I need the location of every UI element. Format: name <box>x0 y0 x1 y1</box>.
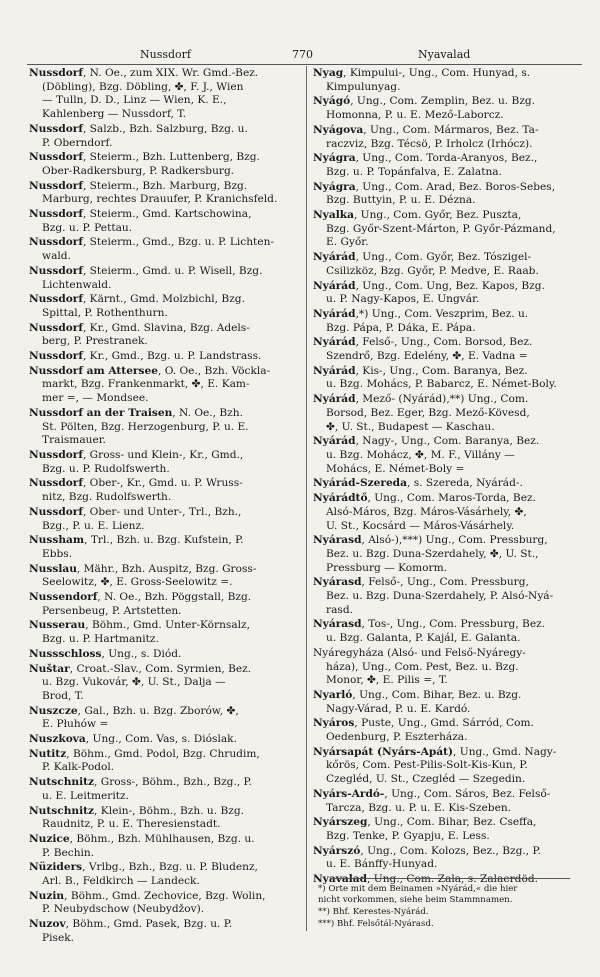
entry-continuation-line: rasd. <box>326 603 353 616</box>
gazetteer-entry <box>29 805 301 832</box>
entry-continuation-line: u. Bzg. Mohács, P. Babarcz, E. Német-Boly. <box>326 378 557 391</box>
entry-continuation-line: Bez. u. Bzg. Duna-Szerdahely, P. Alsó-Nyá- <box>326 590 554 603</box>
entry-continuation-line: Bzg. Buttyin, P. u. E. Dézna. <box>326 194 476 207</box>
gazetteer-entry <box>29 151 301 178</box>
entry-continuation-line: Bzg. Tenke, P. Gyapju, E. Less. <box>326 829 490 842</box>
entry-continuation-line: (Döbling), Bzg. Döbling, ✤, F. J., Wien <box>42 80 244 93</box>
entry-first-line: Nussschloss, Ung., s. Diód. <box>29 647 182 660</box>
entry-first-line: Nyag, Kimpului-, Ung., Com. Hunyad, s. <box>313 67 531 79</box>
entry-first-line: Nutitz, Böhm., Gmd. Podol, Bzg. Chrudim, <box>29 747 260 760</box>
entry-continuation-line: St. Pölten, Bzg. Herzogenburg, P. u. E. <box>42 420 249 433</box>
gazetteer-entry <box>313 477 583 491</box>
footnote-line: ***) Bhf. Felsőtál-Nyárasd. <box>318 919 434 929</box>
entry-first-line: Nyárasd, Tos-, Ung., Com. Pressburg, Bez. <box>313 618 546 631</box>
entry-continuation-line: raczviz, Bzg. Técsö, P. Irholcz (Irhócz). <box>326 137 533 150</box>
gazetteer-entry <box>29 123 301 150</box>
entry-continuation-line: Lichtenwald. <box>42 278 112 291</box>
entry-continuation-line: Tarcza, Bzg. u. P. u. E. Kis-Szeben. <box>326 801 512 814</box>
gazetteer-entry <box>313 209 583 250</box>
entry-first-line: Nyáregyháza (Alsó- und Felső-Nyáregy- <box>313 646 526 659</box>
gazetteer-entry <box>29 67 301 122</box>
entry-continuation-line: P. Oberndorf. <box>42 136 113 149</box>
entry-continuation-line: Kahlenberg — Nussdorf, T. <box>42 108 187 121</box>
entry-continuation-line: Arl. B., Feldkirch — Landeck. <box>42 875 200 888</box>
gazetteer-entry <box>313 816 583 843</box>
entry-continuation-line: Csilizköz, Bzg. Győr, P. Medve, E. Raab. <box>326 264 539 277</box>
entry-first-line: Nyárszó, Ung., Com. Kolozs, Bez., Bzg., P. <box>313 844 541 857</box>
entry-first-line: Nyárád, Nagy-, Ung., Com. Baranya, Bez. <box>313 435 540 448</box>
gazetteer-entry <box>29 890 301 917</box>
entry-first-line: Nussdorf, Salzb., Bzh. Salzburg, Bzg. u. <box>29 122 248 135</box>
entry-continuation-line: wald. <box>42 250 71 263</box>
gazetteer-entry <box>313 251 583 278</box>
gazetteer-entry <box>29 365 301 406</box>
entry-continuation-line: u. P. Nagy-Kapos, E. Ungvár. <box>326 293 480 306</box>
entry-continuation-line: Seelowitz, ✤, E. Gross-Seelowitz =. <box>42 576 233 589</box>
gazetteer-entry <box>29 861 301 888</box>
entry-continuation-line: Nagy-Várad, P. u. E. Kardó. <box>326 702 471 715</box>
entry-first-line: Nuszkova, Ung., Com. Vas, s. Dióslak. <box>29 733 237 746</box>
entry-first-line: Nuzice, Böhm., Bzh. Mühlhausen, Bzg. u. <box>29 832 255 845</box>
entry-continuation-line: Persenbeug, P. Artstetten. <box>42 604 182 617</box>
entry-continuation-line: Bzg. u. P. Hartmanitz. <box>42 633 159 646</box>
entry-first-line: Nuštar, Croat.-Slav., Com. Syrmien, Bez. <box>29 662 252 675</box>
gazetteer-entry <box>29 591 301 618</box>
entry-first-line: Nutschnitz, Klein-, Böhm., Bzh. u. Bzg. <box>29 804 245 817</box>
entry-continuation-line: E. Płuhów = <box>42 718 109 731</box>
entry-first-line: Nyárád, Kis-, Ung., Com. Baranya, Bez. <box>313 364 528 377</box>
entry-continuation-line: Mohács, E. Német-Boly = <box>326 462 465 475</box>
entry-first-line: Nyágova, Ung., Com. Mármaros, Bez. Ta- <box>313 123 539 136</box>
entry-continuation-line: Pisek. <box>42 931 75 944</box>
entry-continuation-line: u. Bzg. Vukovár, ✤, U. St., Dalja — <box>42 676 226 689</box>
entry-continuation-line: Bzg. Győr-Szent-Márton, P. Győr-Pázmand, <box>326 222 556 235</box>
header-left-word: Nussdorf <box>140 48 191 61</box>
gazetteer-entry <box>313 788 583 815</box>
page-number: 770 <box>292 48 313 61</box>
entry-continuation-line: kőrös, Com. Pest-Pilis-Solt-Kis-Kun, P. <box>326 759 528 772</box>
entry-continuation-line: u. Bzg. Mohácz, ✤, M. F., Villány — <box>326 448 515 461</box>
gazetteer-entry <box>29 477 301 504</box>
entry-continuation-line: E. Győr. <box>326 236 369 249</box>
entry-first-line: Nyárasd, Alsó-),***) Ung., Com. Pressburg, <box>313 534 548 547</box>
entry-first-line: Nussdorf, Kärnt., Gmd. Molzbichl, Bzg. <box>29 293 245 306</box>
entry-first-line: Nyárád, Mező- (Nyárád),**) Ung., Com. <box>313 393 529 406</box>
entry-continuation-line: Traismauer. <box>42 434 106 447</box>
entry-continuation-line: Czegléd, U. St., Czegléd — Szegedin. <box>326 773 526 786</box>
entry-first-line: Nyalka, Ung., Com. Győr, Bez. Puszta, <box>313 209 522 222</box>
entry-first-line: Nussendorf, N. Oe., Bzh. Pöggstall, Bzg. <box>29 591 252 604</box>
gazetteer-entry <box>29 449 301 476</box>
entry-continuation-line: Raudnitz, P. u. E. Theresienstadt. <box>42 818 221 831</box>
gazetteer-entry <box>313 492 583 533</box>
entry-continuation-line: Bez. u. Bzg. Duna-Szerdahely, ✤, U. St., <box>326 547 539 560</box>
footnote-line: *) Orte mit dem Beinamen »Nyárád,« die hier <box>318 884 518 894</box>
gazetteer-entry <box>29 733 301 747</box>
entry-continuation-line: Spittal, P. Rothenthurn. <box>42 306 168 319</box>
entry-continuation-line: Bzg. u. P. Topánfalva, E. Zalatna. <box>326 165 502 178</box>
entry-first-line: Nussdorf, Steierm., Bzh. Marburg, Bzg. <box>29 179 248 192</box>
gazetteer-entry <box>29 534 301 561</box>
entry-continuation-line: ✤, U. St., Budapest — Kaschau. <box>326 420 495 433</box>
entry-first-line: Nussdorf, Kr., Gmd. Slavina, Bzg. Adels- <box>29 321 250 334</box>
entry-continuation-line: P. Bechin. <box>42 846 95 859</box>
entry-continuation-line: markt, Bzg. Frankenmarkt, ✤, E. Kam- <box>42 378 250 391</box>
left-column <box>29 67 301 947</box>
entry-first-line: Nussdorf, N. Oe., zum XIX. Wr. Gmd.-Bez. <box>29 67 259 79</box>
entry-continuation-line: P. Kalk-Podol. <box>42 761 115 774</box>
entry-first-line: Nyárád, Ung., Com. Győr, Bez. Tószigel- <box>313 251 532 264</box>
column-divider <box>306 66 307 931</box>
entry-first-line: Nyáros, Puste, Ung., Gmd. Sárród, Com. <box>313 717 534 730</box>
gazetteer-entry <box>313 534 583 575</box>
gazetteer-entry <box>29 705 301 732</box>
gazetteer-entry <box>29 648 301 662</box>
entry-continuation-line: nitz, Bzg. Rudolfswerth. <box>42 491 172 504</box>
right-column <box>313 67 583 888</box>
entry-first-line: Nussdorf, Steierm., Gmd. u. P. Wisell, Bzg. <box>29 264 263 277</box>
entry-continuation-line: Szendrő, Bzg. Edelény, ✤, E. Vadna = <box>326 350 528 363</box>
entry-continuation-line: Bzg. Pápa, P. Dáka, E. Pápa. <box>326 321 476 334</box>
gazetteer-entry <box>313 576 583 617</box>
entry-first-line: Nyárádtő, Ung., Com. Maros-Torda, Bez. <box>313 492 536 505</box>
gazetteer-entry <box>313 717 583 744</box>
entry-first-line: Nussdorf, Steierm., Bzh. Luttenberg, Bzg. <box>29 151 260 164</box>
entry-first-line: Nussham, Trl., Bzh. u. Bzg. Kufstein, P. <box>29 534 244 547</box>
entry-continuation-line: Oedenburg, P. Eszterháza. <box>326 731 468 744</box>
footnote-line: **) Bhf. Kerestes-Nyárád. <box>318 907 429 917</box>
entry-first-line: Nyárád, Felső-, Ung., Com. Borsod, Bez. <box>313 336 533 349</box>
entry-first-line: Nyarló, Ung., Com. Bihar, Bez. u. Bzg. <box>313 688 522 701</box>
entry-first-line: Nussdorf an der Traisen, N. Oe., Bzh. <box>29 406 243 419</box>
gazetteer-entry <box>313 152 583 179</box>
gazetteer-entry <box>313 393 583 434</box>
entry-first-line: Nussdorf, Ober-, Kr., Gmd. u. P. Wruss- <box>29 477 243 490</box>
entry-continuation-line: — Tulln, D. D., Linz — Wien, K. E., <box>42 94 227 107</box>
entry-continuation-line: Homonna, P. u. E. Mező-Laborcz. <box>326 109 504 122</box>
entry-first-line: Nyárs-Ardó-, Ung., Com. Sáros, Bez. Felső- <box>313 787 551 800</box>
entry-continuation-line: Kimpulunyag. <box>326 80 401 93</box>
entry-first-line: Nussdorf, Kr., Gmd., Bzg. u. P. Landstrass. <box>29 350 262 363</box>
entry-continuation-line: Borsod, Bez. Eger, Bzg. Mező-Kövesd, <box>326 406 530 419</box>
entry-first-line: Nussdorf, Steierm., Gmd. Kartschowina, <box>29 208 252 221</box>
gazetteer-entry <box>313 308 583 335</box>
entry-first-line: Nyárasd, Felső-, Ung., Com. Pressburg, <box>313 576 529 589</box>
entry-first-line: Nyágra, Ung., Com. Torda-Aranyos, Bez., <box>313 152 538 165</box>
gazetteer-entry <box>29 322 301 349</box>
gazetteer-entry <box>313 746 583 787</box>
gazetteer-entry <box>29 833 301 860</box>
entry-first-line: Nussdorf, Gross- und Klein-, Kr., Gmd., <box>29 448 244 461</box>
gazetteer-entry <box>29 776 301 803</box>
gazetteer-entry <box>313 647 583 688</box>
entry-continuation-line: Ober-Radkersburg, P. Radkersburg. <box>42 164 235 177</box>
gazetteer-entry <box>29 236 301 263</box>
entry-first-line: Nuzov, Böhm., Gmd. Pasek, Bzg. u. P. <box>29 918 233 931</box>
gazetteer-entry <box>29 918 301 945</box>
gazetteer-entry <box>29 663 301 704</box>
header-right-word: Nyavalad <box>418 48 471 61</box>
entry-continuation-line: Alsó-Máros, Bzg. Máros-Vásárhely, ✤, <box>326 505 527 518</box>
entry-continuation-line: u. Bzg. Galanta, P. Kajál, E. Galanta. <box>326 632 521 645</box>
entry-first-line: Nusslau, Mähr., Bzh. Auspitz, Bzg. Gross- <box>29 562 257 575</box>
entry-continuation-line: Brod, T. <box>42 689 84 702</box>
header-rule <box>27 64 582 65</box>
entry-first-line: Nyágó, Ung., Com. Zemplin, Bez. u. Bzg. <box>313 95 536 108</box>
gazetteer-entry <box>313 618 583 645</box>
gazetteer-entry <box>313 95 583 122</box>
entry-continuation-line: Bzg. u. P. Rudolfswerth. <box>42 462 170 475</box>
gazetteer-entry <box>29 208 301 235</box>
entry-continuation-line: Pressburg — Komorm. <box>326 561 448 574</box>
entry-continuation-line: P. Neubydschow (Neubydžov). <box>42 903 205 916</box>
gazetteer-entry <box>313 181 583 208</box>
entry-first-line: Nyágra, Ung., Com. Arad, Bez. Boros-Sebes, <box>313 180 556 193</box>
entry-first-line: Nuzin, Böhm., Gmd. Zechovice, Bzg. Wolin, <box>29 889 266 902</box>
entry-first-line: Nuszcze, Gal., Bzh. u. Bzg. Zborów, ✤, <box>29 704 239 717</box>
gazetteer-entry <box>29 265 301 292</box>
gazetteer-entry <box>29 350 301 364</box>
entry-first-line: Nusserau, Böhm., Gmd. Unter-Körnsalz, <box>29 619 251 632</box>
entry-first-line: Nyárád-Szereda, s. Szereda, Nyárád-. <box>313 477 523 490</box>
entry-continuation-line: háza), Ung., Com. Pest, Bez. u. Bzg. <box>326 660 519 673</box>
entry-continuation-line: u. E. Leitmeritz. <box>42 789 129 802</box>
gazetteer-entry <box>29 619 301 646</box>
entry-continuation-line: berg, P. Prestranek. <box>42 335 148 348</box>
entry-first-line: Nyársapát (Nyárs-Apát), Ung., Gmd. Nagy- <box>313 745 557 758</box>
entry-continuation-line: Bzg. u. P. Pettau. <box>42 221 133 234</box>
gazetteer-entry <box>29 407 301 448</box>
entry-first-line: Nyavalad, Ung., Com. Zala, s. Zalaerdöd. <box>313 873 538 886</box>
gazetteer-entry <box>313 336 583 363</box>
gazetteer-entry <box>29 563 301 590</box>
gazetteer-entry <box>313 435 583 476</box>
entry-first-line: Nüziders, Vrlbg., Bzh., Bzg. u. P. Bludenz, <box>29 861 258 874</box>
entry-first-line: Nyárád,*) Ung., Com. Veszprim, Bez. u. <box>313 307 529 320</box>
gazetteer-entry <box>313 67 583 94</box>
entry-continuation-line: Monor, ✤, E. Pilis =, T. <box>326 674 448 687</box>
gazetteer-entry <box>313 845 583 872</box>
gazetteer-entry <box>313 124 583 151</box>
gazetteer-entry <box>313 365 583 392</box>
footnote-rule <box>330 878 570 879</box>
gazetteer-entry <box>29 293 301 320</box>
entry-first-line: Nutschnitz, Gross-, Böhm., Bzh., Bzg., P. <box>29 776 252 789</box>
gazetteer-entry <box>313 689 583 716</box>
entry-first-line: Nussdorf, Ober- und Unter-, Trl., Bzh., <box>29 505 242 518</box>
gazetteer-entry <box>29 748 301 775</box>
gazetteer-entry <box>29 506 301 533</box>
footnote-line: nicht vorkommen, siehe beim Stammnamen. <box>318 895 513 905</box>
entry-continuation-line: mer =, — Mondsee. <box>42 392 149 405</box>
entry-continuation-line: Bzg., P. u. E. Lienz. <box>42 519 145 532</box>
entry-continuation-line: Marburg, rechtes Drauufer, P. Kranichsfeld. <box>42 193 278 206</box>
entry-first-line: Nussdorf am Attersee, O. Oe., Bzh. Vöckla- <box>29 364 271 377</box>
entry-first-line: Nyárszeg, Ung., Com. Bihar, Bez. Cseffa, <box>313 816 537 829</box>
entry-continuation-line: u. E. Bánffy-Hunyad. <box>326 858 438 871</box>
gazetteer-entry <box>29 180 301 207</box>
running-header <box>0 48 600 64</box>
entry-continuation-line: Ebbs. <box>42 547 73 560</box>
entry-first-line: Nyárád, Ung., Com. Ung, Bez. Kapos, Bzg. <box>313 279 545 292</box>
entry-first-line: Nussdorf, Steierm., Gmd., Bzg. u. P. Lichten- <box>29 236 274 249</box>
gazetteer-entry <box>313 280 583 307</box>
entry-continuation-line: U. St., Kocsárd — Máros-Vásárhely. <box>326 519 515 532</box>
